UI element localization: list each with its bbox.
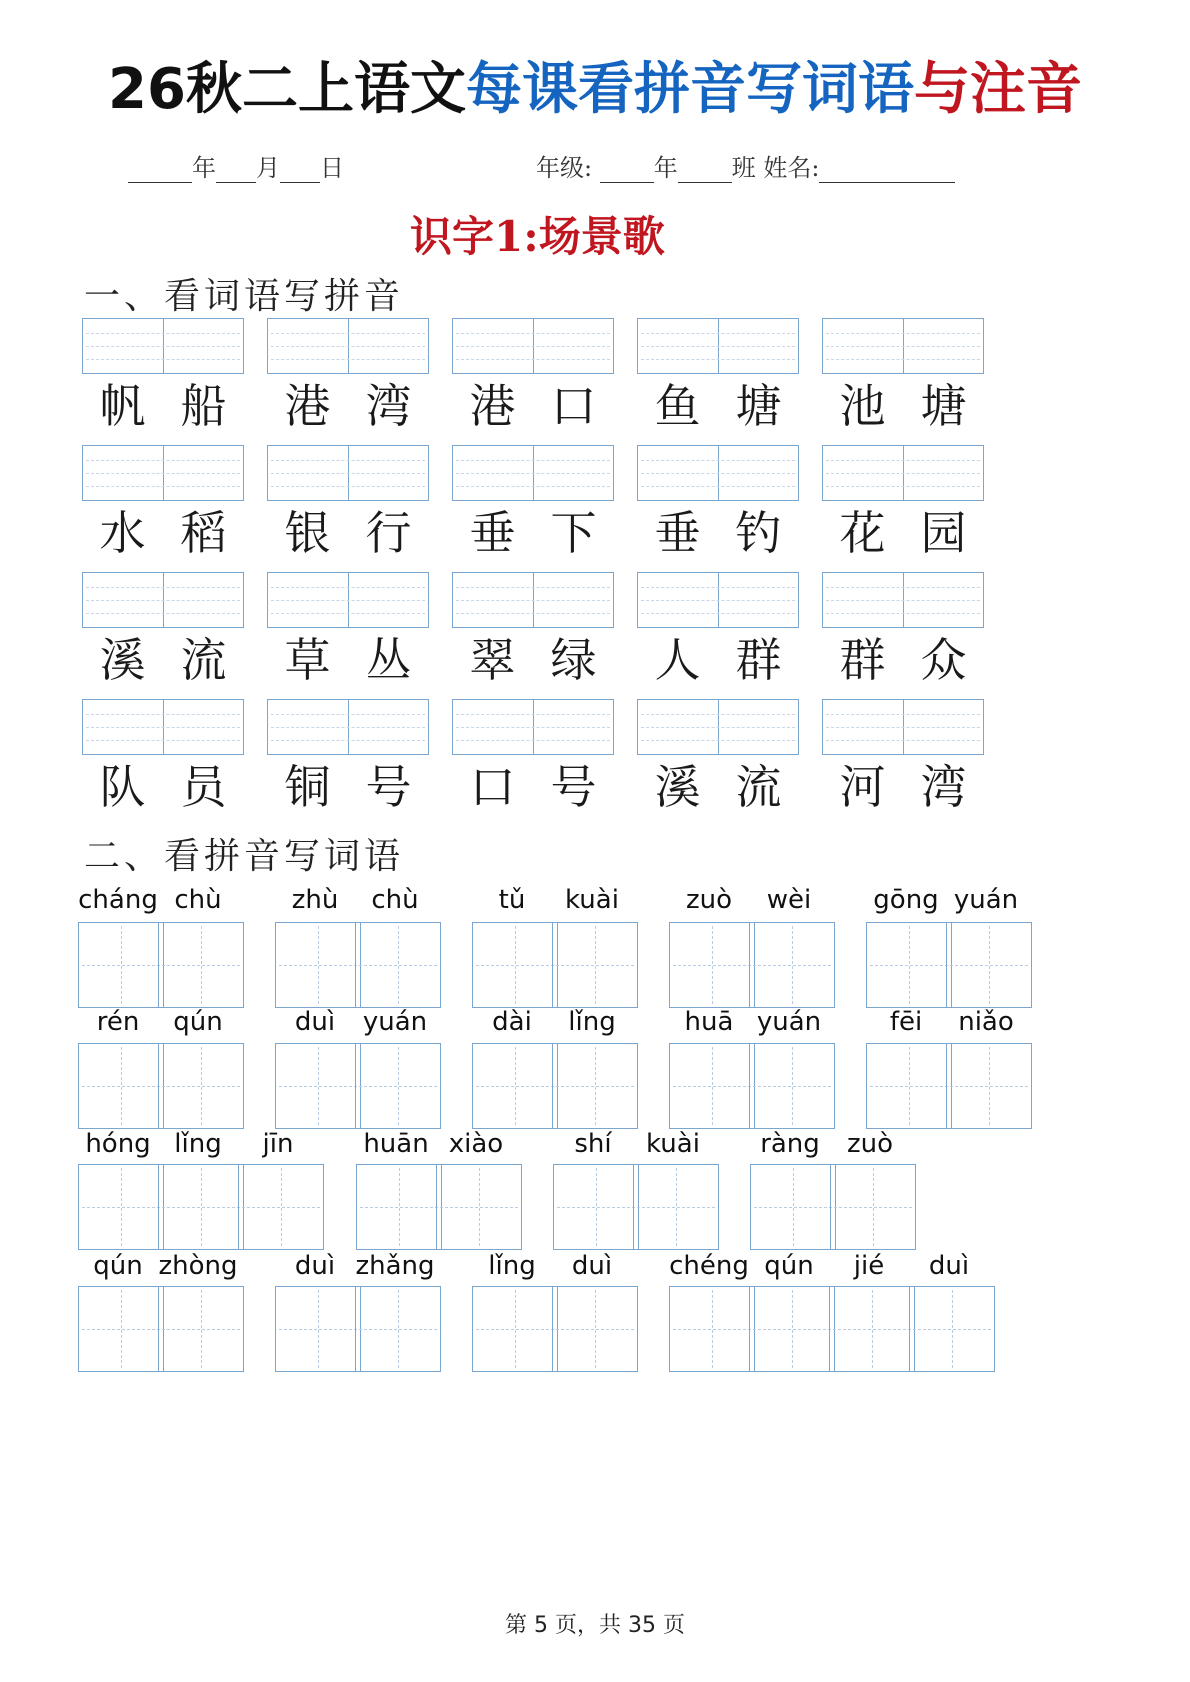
tianzi-grid-cell[interactable] <box>472 922 558 1008</box>
pinyin-writing-box[interactable] <box>822 445 984 501</box>
title-part-red: 与注音 <box>913 57 1082 122</box>
pinyin-label: zhù <box>291 885 339 915</box>
grade-blank[interactable] <box>600 158 654 183</box>
lesson-title: 识字1:场景歌 <box>410 212 665 261</box>
pinyin-label: ràng <box>760 1129 820 1159</box>
pinyin-label: lǐng <box>568 1007 616 1037</box>
pinyin-label: duì <box>294 1007 336 1037</box>
vocab-character: 行 <box>365 506 412 560</box>
pinyin-writing-box[interactable] <box>637 699 799 755</box>
month-blank[interactable] <box>216 158 256 183</box>
year-label: 年 <box>192 154 216 182</box>
vocab-character: 翠 <box>469 633 516 687</box>
pinyin-label: lǐng <box>174 1129 222 1159</box>
tianzi-grid-cell[interactable] <box>158 1043 244 1129</box>
vocab-character: 湾 <box>920 760 967 814</box>
pinyin-writing-box[interactable] <box>267 445 429 501</box>
pinyin-writing-box[interactable] <box>637 572 799 628</box>
section1-heading: 一、看词语写拼音 <box>84 276 405 317</box>
vocab-character: 船 <box>180 379 227 433</box>
vocab-word <box>822 632 984 688</box>
pinyin-label: duì <box>294 1251 336 1281</box>
tianzi-grid-cell[interactable] <box>749 1043 835 1129</box>
pinyin-label: kuài <box>565 885 619 915</box>
name-label: 姓名: <box>763 154 820 182</box>
tianzi-grid-cell[interactable] <box>356 1164 442 1250</box>
pinyin-label: huā <box>684 1007 734 1037</box>
vocab-character: 稻 <box>180 506 227 560</box>
tianzi-grid-cell[interactable] <box>633 1164 719 1250</box>
vocab-character: 草 <box>284 633 331 687</box>
pinyin-label: qún <box>93 1251 143 1281</box>
pinyin-writing-box[interactable] <box>822 318 984 374</box>
pinyin-label: dài <box>492 1007 532 1037</box>
pinyin-writing-box[interactable] <box>822 699 984 755</box>
vocab-character: 铜 <box>284 760 331 814</box>
tianzi-grid-cell[interactable] <box>830 1164 916 1250</box>
pinyin-label: chù <box>371 885 419 915</box>
pinyin-writing-box[interactable] <box>82 445 244 501</box>
vocab-character: 溪 <box>654 760 701 814</box>
vocab-character: 园 <box>920 506 967 560</box>
pinyin-writing-box[interactable] <box>82 699 244 755</box>
vocab-word <box>267 378 429 434</box>
tianzi-grid-cell[interactable] <box>78 1286 164 1372</box>
grade-year-label: 年 <box>653 154 678 182</box>
vocab-character: 港 <box>284 379 331 433</box>
vocab-word <box>82 505 244 561</box>
tianzi-grid-cell[interactable] <box>472 1286 558 1372</box>
pinyin-label: wèi <box>766 885 812 915</box>
tianzi-grid-cell[interactable] <box>829 1286 915 1372</box>
vocab-character: 口 <box>550 379 597 433</box>
pinyin-label: xiào <box>448 1129 504 1159</box>
grade-label: 年级: <box>536 154 593 182</box>
pinyin-label: jié <box>853 1251 885 1281</box>
class-blank[interactable] <box>678 158 732 183</box>
vocab-character: 垂 <box>654 506 701 560</box>
tianzi-grid-cell[interactable] <box>472 1043 558 1129</box>
vocab-character: 丛 <box>365 633 412 687</box>
pinyin-label: hóng <box>85 1129 151 1159</box>
pinyin-writing-box[interactable] <box>452 699 614 755</box>
pinyin-label: shí <box>574 1129 612 1159</box>
pinyin-label: cháng <box>78 885 158 915</box>
page-title <box>0 52 1190 128</box>
vocab-character: 溪 <box>99 633 146 687</box>
pinyin-label: zuò <box>846 1129 894 1159</box>
vocab-character: 鱼 <box>654 379 701 433</box>
vocab-character: 垂 <box>469 506 516 560</box>
title-part-black: 26秋二上语文 <box>108 57 466 122</box>
tianzi-grid-cell[interactable] <box>158 1164 244 1250</box>
pinyin-writing-box[interactable] <box>452 445 614 501</box>
day-label: 日 <box>320 154 344 182</box>
pinyin-writing-box[interactable] <box>82 572 244 628</box>
pinyin-label: zhǎng <box>355 1251 435 1281</box>
tianzi-grid-cell[interactable] <box>866 1043 952 1129</box>
vocab-word <box>637 378 799 434</box>
tianzi-grid-cell[interactable] <box>275 1286 361 1372</box>
pinyin-label: duì <box>928 1251 970 1281</box>
vocab-character: 银 <box>284 506 331 560</box>
pinyin-writing-box[interactable] <box>267 572 429 628</box>
tianzi-grid-cell[interactable] <box>158 1286 244 1372</box>
pinyin-label: rén <box>96 1007 140 1037</box>
vocab-word <box>452 632 614 688</box>
tianzi-grid-cell[interactable] <box>355 922 441 1008</box>
vocab-word <box>82 632 244 688</box>
tianzi-grid-cell[interactable] <box>909 1286 995 1372</box>
pinyin-label: zuò <box>685 885 733 915</box>
pinyin-label: fēi <box>889 1007 923 1037</box>
vocab-character: 港 <box>469 379 516 433</box>
tianzi-grid-cell[interactable] <box>552 1286 638 1372</box>
pinyin-writing-box[interactable] <box>822 572 984 628</box>
pinyin-label: qún <box>173 1007 223 1037</box>
tianzi-grid-cell[interactable] <box>158 922 244 1008</box>
tianzi-grid-cell[interactable] <box>275 922 361 1008</box>
vocab-character: 队 <box>99 760 146 814</box>
pinyin-writing-box[interactable] <box>267 318 429 374</box>
vocab-character: 流 <box>180 633 227 687</box>
vocab-word <box>267 505 429 561</box>
month-label: 月 <box>256 154 280 182</box>
tianzi-grid-cell[interactable] <box>552 922 638 1008</box>
tianzi-grid-cell[interactable] <box>78 1164 164 1250</box>
pinyin-writing-box[interactable] <box>452 318 614 374</box>
tianzi-grid-cell[interactable] <box>436 1164 522 1250</box>
vocab-character: 下 <box>550 506 597 560</box>
pinyin-writing-box[interactable] <box>267 699 429 755</box>
tianzi-grid-cell[interactable] <box>749 1286 835 1372</box>
vocab-character: 钓 <box>735 506 782 560</box>
tianzi-grid-cell[interactable] <box>355 1043 441 1129</box>
vocab-word <box>267 759 429 815</box>
vocab-character: 号 <box>550 760 597 814</box>
vocab-character: 人 <box>654 633 701 687</box>
tianzi-grid-cell[interactable] <box>355 1286 441 1372</box>
vocab-word <box>637 632 799 688</box>
year-blank[interactable] <box>128 158 192 183</box>
vocab-character: 绿 <box>550 633 597 687</box>
tianzi-grid-cell[interactable] <box>946 922 1032 1008</box>
vocab-character: 湾 <box>365 379 412 433</box>
pinyin-label: zhòng <box>158 1251 238 1281</box>
vocab-character: 群 <box>839 633 886 687</box>
vocab-character: 号 <box>365 760 412 814</box>
pinyin-writing-box[interactable] <box>637 318 799 374</box>
class-label: 班 <box>731 154 756 182</box>
tianzi-grid-cell[interactable] <box>275 1043 361 1129</box>
vocab-word <box>267 632 429 688</box>
pinyin-label: gōng <box>873 885 939 915</box>
vocab-character: 口 <box>469 760 516 814</box>
tianzi-grid-cell[interactable] <box>946 1043 1032 1129</box>
vocab-character: 塘 <box>735 379 782 433</box>
vocab-character: 池 <box>839 379 886 433</box>
vocab-character: 花 <box>839 506 886 560</box>
pinyin-label: tǔ <box>498 885 526 915</box>
tianzi-grid-cell[interactable] <box>750 1164 836 1250</box>
tianzi-grid-cell[interactable] <box>553 1164 639 1250</box>
name-blank[interactable] <box>819 158 955 183</box>
vocab-word <box>452 378 614 434</box>
vocab-character: 员 <box>180 760 227 814</box>
tianzi-grid-cell[interactable] <box>749 922 835 1008</box>
pinyin-label: duì <box>571 1251 613 1281</box>
pinyin-label: yuán <box>756 1007 822 1037</box>
student-info-line <box>536 148 955 183</box>
vocab-word <box>822 505 984 561</box>
tianzi-grid-cell[interactable] <box>78 1043 164 1129</box>
vocab-character: 群 <box>735 633 782 687</box>
pinyin-label: niǎo <box>958 1007 1014 1037</box>
pinyin-writing-box[interactable] <box>452 572 614 628</box>
tianzi-grid-cell[interactable] <box>669 1043 755 1129</box>
vocab-word <box>82 759 244 815</box>
pinyin-label: qún <box>764 1251 814 1281</box>
vocab-word <box>637 759 799 815</box>
day-blank[interactable] <box>280 158 320 183</box>
vocab-word <box>452 759 614 815</box>
pinyin-label: chéng <box>669 1251 749 1281</box>
vocab-character: 塘 <box>920 379 967 433</box>
vocab-character: 众 <box>920 633 967 687</box>
vocab-character: 河 <box>839 760 886 814</box>
pinyin-writing-box[interactable] <box>82 318 244 374</box>
tianzi-grid-cell[interactable] <box>238 1164 324 1250</box>
page-footer: 第 5 页，共 35 页 <box>505 1613 685 1638</box>
vocab-word <box>637 505 799 561</box>
vocab-character: 水 <box>99 506 146 560</box>
pinyin-label: yuán <box>362 1007 428 1037</box>
vocab-word <box>822 378 984 434</box>
vocab-word <box>452 505 614 561</box>
vocab-word <box>822 759 984 815</box>
pinyin-label: yuán <box>953 885 1019 915</box>
pinyin-label: lǐng <box>488 1251 536 1281</box>
tianzi-grid-cell[interactable] <box>669 922 755 1008</box>
vocab-word <box>82 378 244 434</box>
vocab-character: 帆 <box>99 379 146 433</box>
pinyin-label: huān <box>363 1129 429 1159</box>
tianzi-grid-cell[interactable] <box>669 1286 755 1372</box>
title-part-blue: 每课看拼音写词语 <box>465 57 914 122</box>
tianzi-grid-cell[interactable] <box>78 922 164 1008</box>
tianzi-grid-cell[interactable] <box>552 1043 638 1129</box>
pinyin-label: kuài <box>646 1129 700 1159</box>
vocab-character: 流 <box>735 760 782 814</box>
section2-heading: 二、看拼音写词语 <box>84 836 405 877</box>
pinyin-label: chù <box>174 885 222 915</box>
pinyin-writing-box[interactable] <box>637 445 799 501</box>
tianzi-grid-cell[interactable] <box>866 922 952 1008</box>
pinyin-label: jīn <box>262 1129 294 1159</box>
date-line <box>128 148 344 183</box>
